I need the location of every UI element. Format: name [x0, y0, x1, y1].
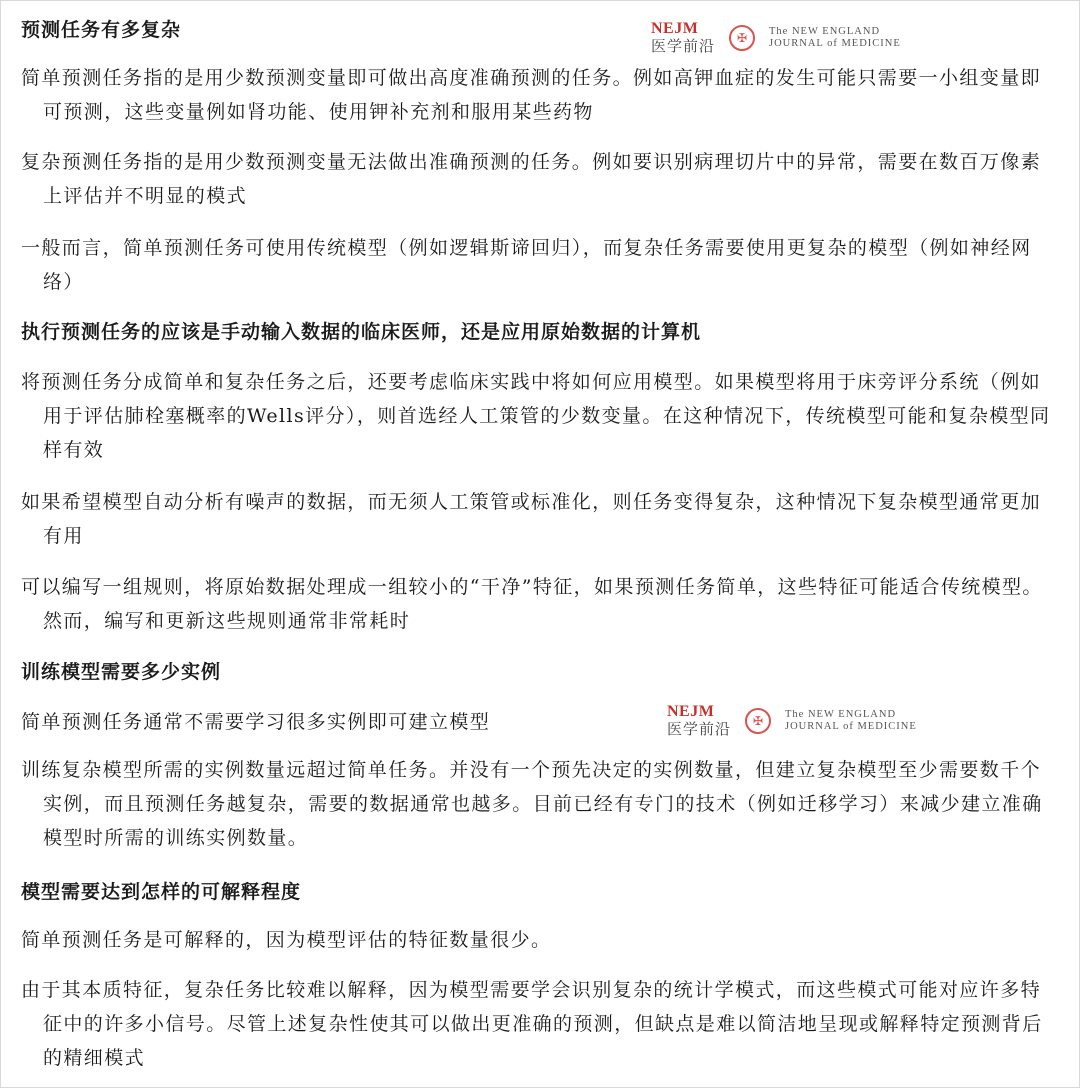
- journal-line-1: The NEW ENGLAND: [785, 709, 897, 720]
- section-training-examples-para-2: [21, 753, 1059, 855]
- section-who-performs: [21, 319, 1059, 345]
- journal-line-2: JOURNAL of MEDICINE: [769, 38, 901, 49]
- section-complexity-para-1: [21, 61, 1059, 129]
- nejm-mark: NEJM: [667, 703, 715, 720]
- section-heading: 训练模型需要多少实例: [21, 661, 222, 683]
- section-interpretability: [21, 879, 1059, 905]
- paragraph: 如果希望模型自动分析有噪声的数据，而无须人工策管或标准化，则任务变得复杂，这种情况下复杂模型通常更加有用: [21, 491, 1042, 547]
- section-interpretability-para-1: [21, 923, 1059, 957]
- paragraph: 可以编写一组规则，将原始数据处理成一组较小的“干净”特征，如果预测任务简单，这些特征可能适合传统模型。然而，编写和更新这些规则通常非常耗时: [21, 576, 1043, 632]
- section-complexity-para-2: [21, 145, 1059, 213]
- section-training-examples: [21, 659, 1059, 685]
- section-heading: 模型需要达到怎样的可解释程度: [21, 881, 302, 903]
- nejm-cn-text: 医学前沿: [651, 37, 716, 55]
- section-interpretability-para-2: [21, 973, 1059, 1075]
- paragraph: 由于其本质特征，复杂任务比较难以解释，因为模型需要学会识别复杂的统计学模式，而这些模式可能对应许多特征中的许多小信号。尽管上述复杂性使其可以做出更准确的预测，但缺点是难以简洁地呈现或解释特定预测背后的精细模式: [21, 979, 1043, 1069]
- journal-seal-icon: ✠: [745, 708, 771, 734]
- paragraph: 简单预测任务指的是用少数预测变量即可做出高度准确预测的任务。例如高钾血症的发生可能只需要一小组变量即可预测，这些变量例如肾功能、使用钾补充剂和服用某些药物: [21, 67, 1042, 123]
- section-who-performs-para-3: [21, 570, 1059, 638]
- nejm-watermark-middle: [667, 704, 917, 738]
- paragraph: 简单预测任务是可解释的，因为模型评估的特征数量很少。: [21, 929, 552, 951]
- paragraph: 一般而言，简单预测任务可使用传统模型（例如逻辑斯谛回归），而复杂任务需要使用更复杂的模型（例如神经网络）: [21, 237, 1032, 293]
- journal-line-1: The NEW ENGLAND: [769, 26, 881, 37]
- section-who-performs-para-1: [21, 365, 1059, 467]
- journal-name: [785, 709, 917, 733]
- section-heading: 执行预测任务的应该是手动输入数据的临床医师，还是应用原始数据的计算机: [21, 321, 702, 343]
- paragraph: 复杂预测任务指的是用少数预测变量无法做出准确预测的任务。例如要识别病理切片中的异常，需要在数百万像素上评估并不明显的模式: [21, 151, 1042, 207]
- journal-seal-icon: ✠: [729, 25, 755, 51]
- paragraph: 训练复杂模型所需的实例数量远超过简单任务。并没有一个预先决定的实例数量，但建立复杂模型至少需要数千个实例，而且预测任务越复杂，需要的数据通常也越多。目前已经有专门的技术（例如迁移学习）来减少建立准确模型时所需的训练实例数量。: [21, 759, 1043, 849]
- nejm-mark: NEJM: [651, 20, 699, 37]
- paragraph: 将预测任务分成简单和复杂任务之后，还要考虑临床实践中将如何应用模型。如果模型将用于床旁评分系统（例如用于评估肺栓塞概率的Wells评分），则首选经人工策管的少数变量。在这种情况下，传统模型可能和复杂模型同样有效: [21, 371, 1051, 461]
- journal-line-2: JOURNAL of MEDICINE: [785, 721, 917, 732]
- section-heading: 预测任务有多复杂: [21, 19, 182, 41]
- paragraph: 简单预测任务通常不需要学习很多实例即可建立模型: [21, 711, 491, 733]
- nejm-cn-logo: [667, 704, 731, 738]
- section-complexity: [21, 17, 1059, 43]
- section-who-performs-para-2: [21, 485, 1059, 553]
- section-complexity-para-3: [21, 231, 1059, 299]
- nejm-cn-text: 医学前沿: [667, 720, 732, 738]
